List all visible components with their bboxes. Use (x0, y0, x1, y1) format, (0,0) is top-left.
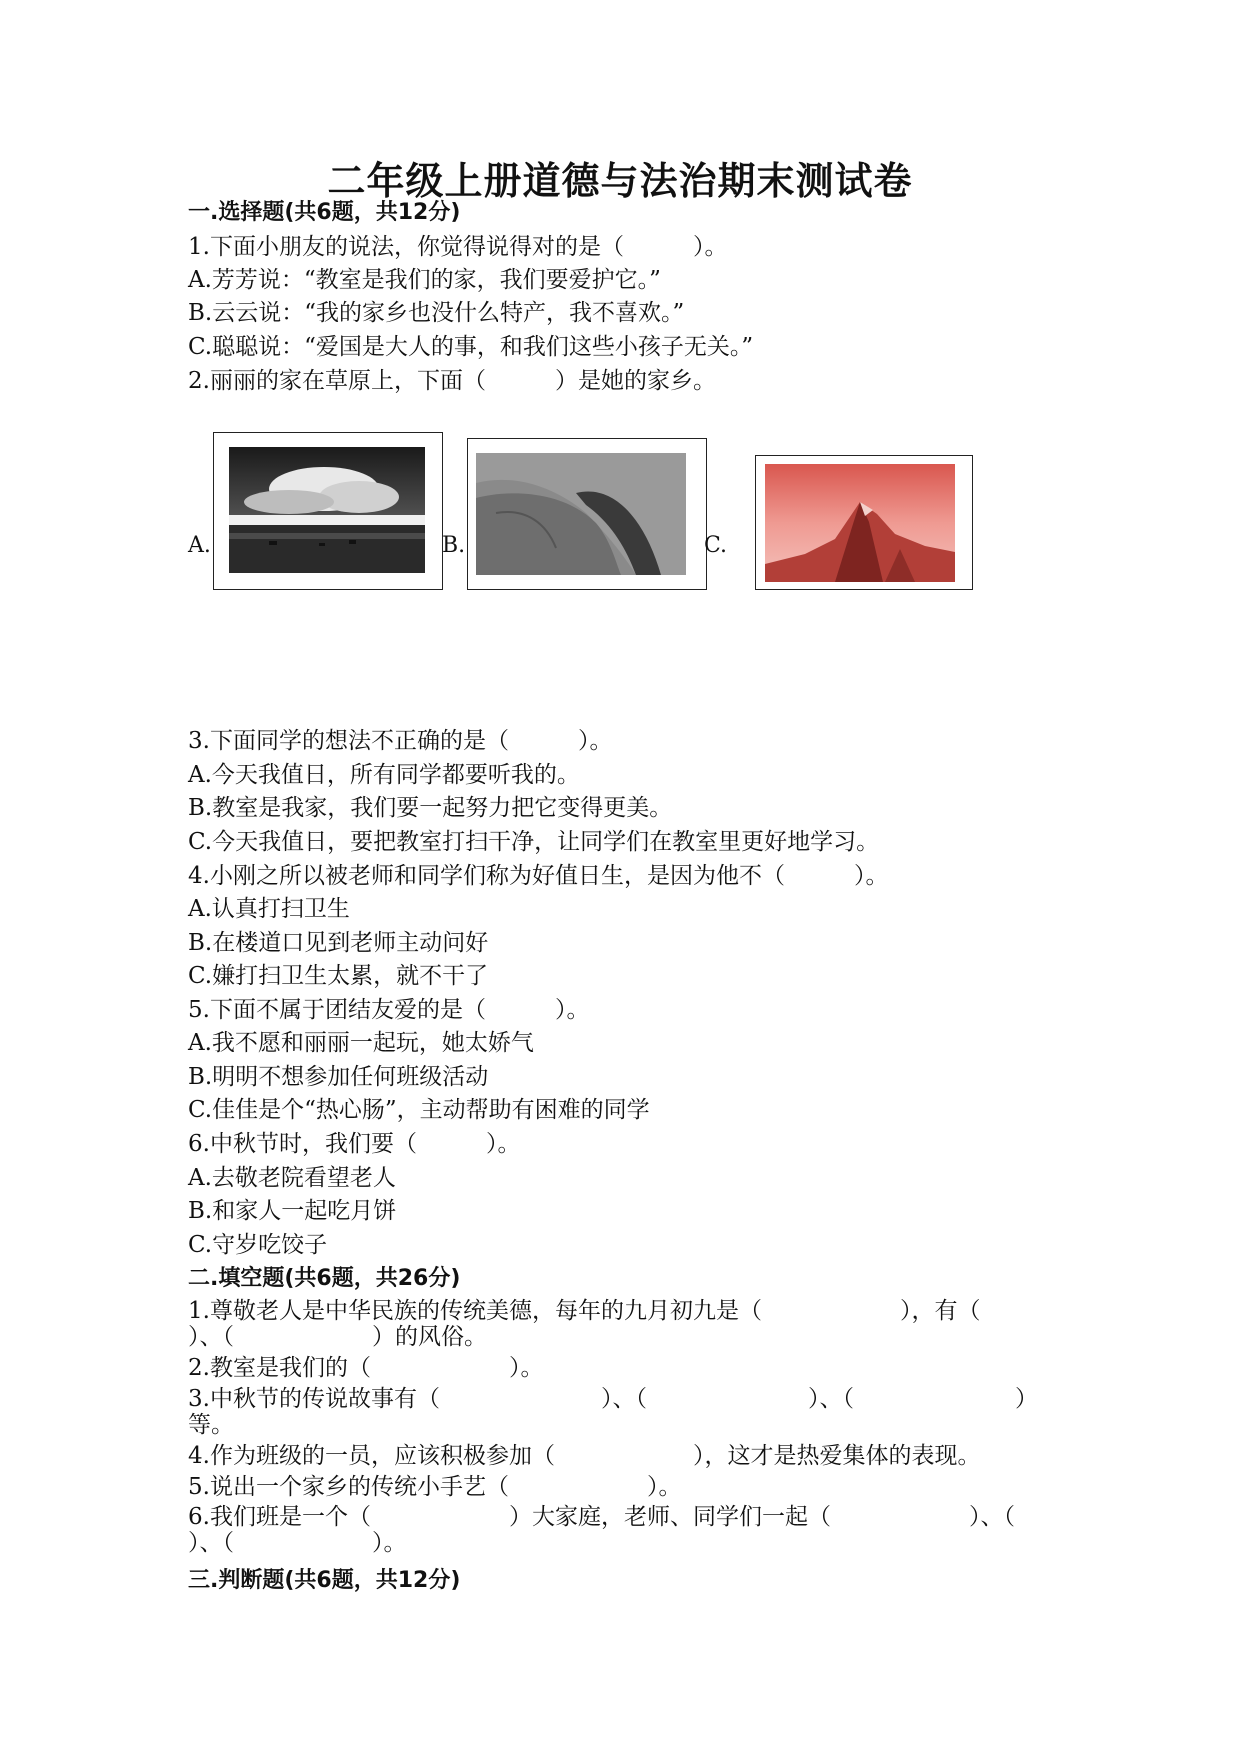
q2-option-a-frame (213, 432, 443, 590)
q5-option-b: B.明明不想参加任何班级活动 (188, 1064, 489, 1090)
q3-option-a: A.今天我值日，所有同学都要听我的。 (188, 762, 580, 788)
grassland-photo-icon (229, 447, 425, 573)
desert-dune-photo-icon (476, 453, 686, 575)
q3-option-b: B.教室是我家，我们要一起努力把它变得更美。 (188, 795, 673, 821)
page-title: 二年级上册道德与法治期末测试卷 (327, 159, 913, 203)
q2-option-b-frame (467, 438, 707, 590)
fill-q4: 4.作为班级的一员，应该积极参加（ ），这才是热爱集体的表现。 (188, 1443, 981, 1469)
q1-option-c: C.聪聪说：“爱国是大人的事，和我们这些小孩子无关。” (188, 334, 754, 360)
q5-option-a: A.我不愿和丽丽一起玩，她太娇气 (188, 1030, 534, 1056)
mountain-peak-photo-icon (765, 464, 955, 582)
q2-option-a-label: A. (188, 533, 211, 558)
q2-option-b-label: B. (442, 533, 466, 558)
q6-option-b: B.和家人一起吃月饼 (188, 1198, 397, 1224)
q3-option-c: C.今天我值日，要把教室打扫干净，让同学们在教室里更好地学习。 (188, 829, 880, 855)
q6-option-a: A.去敬老院看望老人 (188, 1165, 396, 1191)
section1-heading: 一.选择题(共6题，共12分) (188, 200, 461, 225)
section3-heading: 三.判断题(共6题，共12分) (188, 1568, 461, 1593)
q2-stem: 2.丽丽的家在草原上，下面（ ）是她的家乡。 (188, 368, 716, 394)
q3-stem: 3.下面同学的想法不正确的是（ ）。 (188, 728, 613, 754)
fill-q2: 2.教室是我们的（ ）。 (188, 1355, 544, 1381)
fill-q3-line2: 等。 (188, 1412, 234, 1438)
q5-stem: 5.下面不属于团结友爱的是（ ）。 (188, 997, 590, 1023)
fill-q5: 5.说出一个家乡的传统小手艺（ ）。 (188, 1474, 682, 1500)
q4-option-b: B.在楼道口见到老师主动问好 (188, 930, 489, 956)
q2-option-c-frame (755, 455, 973, 590)
q4-option-a: A.认真打扫卫生 (188, 896, 350, 922)
fill-q6-line2: ）、（ ）。 (188, 1530, 407, 1556)
fill-q3-line1: 3.中秋节的传说故事有（ ）、（ ）、（ ） (188, 1386, 1038, 1412)
q4-stem: 4.小刚之所以被老师和同学们称为好值日生，是因为他不（ ）。 (188, 863, 889, 889)
fill-q1-line1: 1.尊敬老人是中华民族的传统美德，每年的九月初九是（ ），有（ (188, 1298, 981, 1324)
fill-q1-line2: ）、（ ）的风俗。 (188, 1324, 487, 1350)
q1-option-b: B.云云说：“我的家乡也没什么特产，我不喜欢。” (188, 300, 685, 326)
fill-q6-line1: 6.我们班是一个（ ）大家庭，老师、同学们一起（ ）、（ (188, 1504, 1015, 1530)
section2-heading: 二.填空题(共6题，共26分) (188, 1266, 461, 1291)
q1-stem: 1.下面小朋友的说法，你觉得说得对的是（ ）。 (188, 234, 728, 260)
q2-option-c-label: C. (704, 533, 728, 558)
q6-stem: 6.中秋节时，我们要（ ）。 (188, 1131, 521, 1157)
q4-option-c: C.嫌打扫卫生太累，就不干了 (188, 963, 489, 989)
q5-option-c: C.佳佳是个“热心肠”，主动帮助有困难的同学 (188, 1097, 650, 1123)
q6-option-c: C.守岁吃饺子 (188, 1232, 328, 1258)
q1-option-a: A.芳芳说：“教室是我们的家，我们要爱护它。” (188, 267, 661, 293)
